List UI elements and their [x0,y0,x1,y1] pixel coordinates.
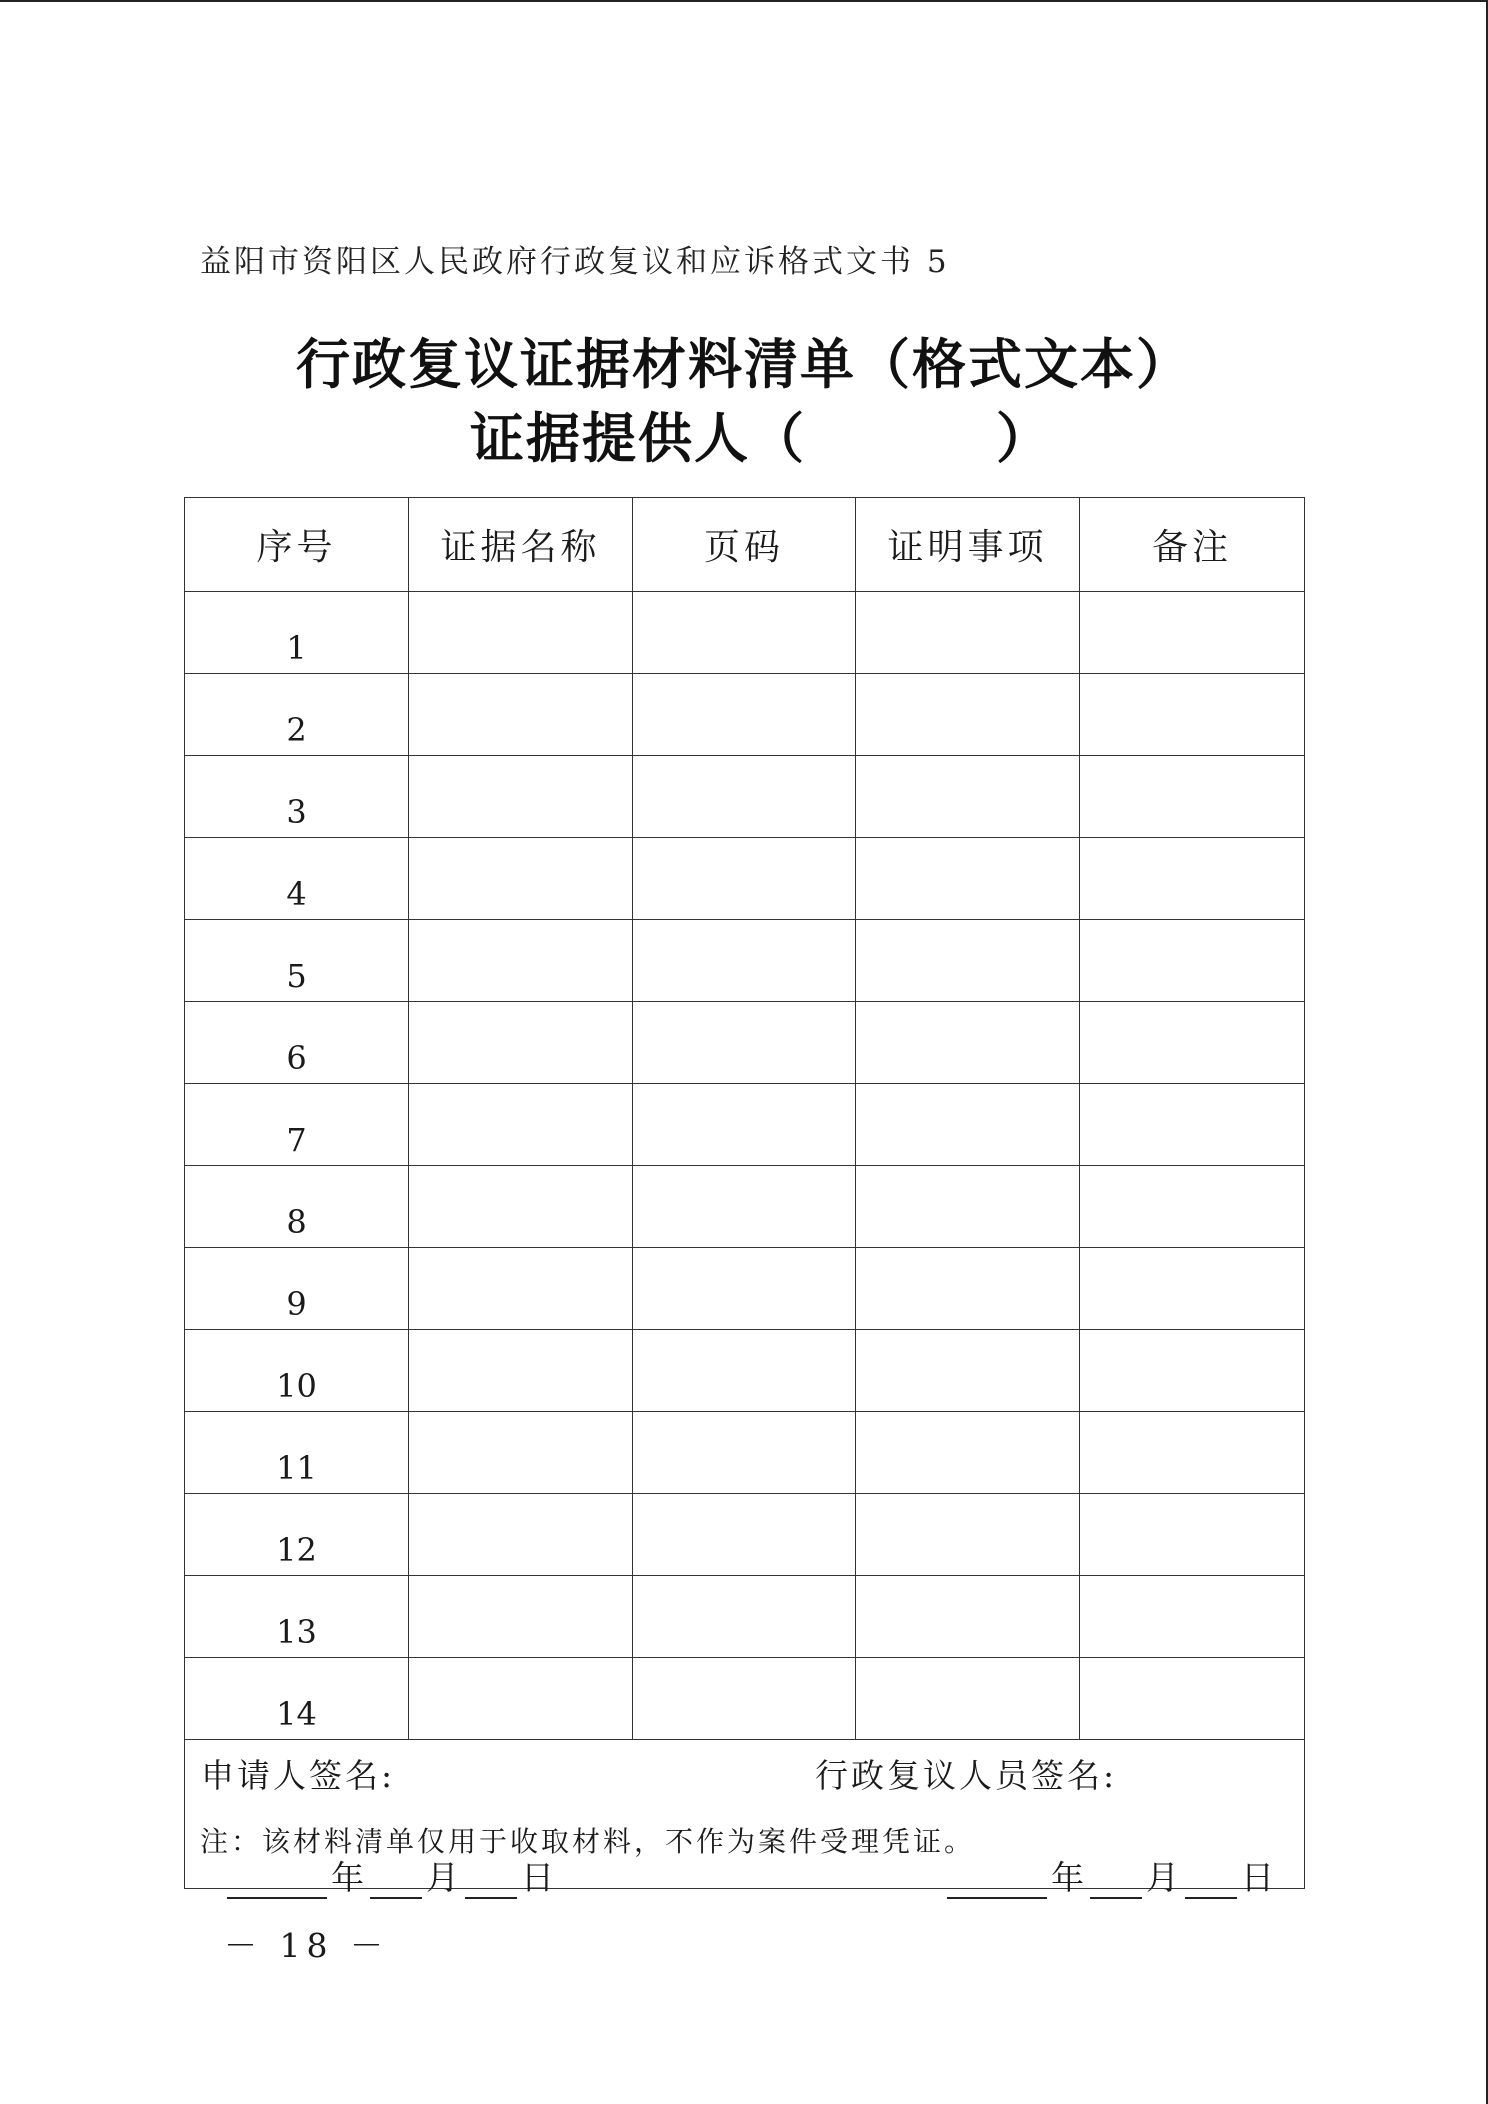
row-seq-number: 10 [185,1330,409,1412]
proof-item-cell[interactable] [856,1002,1080,1084]
evidence-name-cell[interactable] [409,674,633,756]
table-row [185,1084,1305,1166]
year-blank[interactable] [947,1867,1047,1899]
page-border-top [0,0,1488,2]
page-cell[interactable] [633,1166,856,1248]
page-cell[interactable] [633,592,856,674]
day-blank[interactable] [1185,1867,1237,1899]
table-row [185,756,1305,838]
remarks-cell[interactable] [1080,1330,1305,1412]
evidence-provider-label: 证据提供人（ [470,406,806,470]
evidence-name-cell[interactable] [409,1494,633,1576]
table-row [185,1330,1305,1412]
page-cell[interactable] [633,1330,856,1412]
table-row [185,1002,1305,1084]
page-cell[interactable] [633,756,856,838]
header-seq: 序号 [185,498,409,592]
year-blank[interactable] [227,1867,327,1899]
header-proof-item: 证明事项 [856,498,1080,592]
proof-item-cell[interactable] [856,838,1080,920]
footnote: 注：该材料清单仅用于收取材料，不作为案件受理凭证。 [200,1825,976,1858]
evidence-name-cell[interactable] [409,1166,633,1248]
table-row [185,1576,1305,1658]
proof-item-cell[interactable] [856,1248,1080,1330]
remarks-cell[interactable] [1080,1002,1305,1084]
evidence-provider-close-paren: ） [996,406,1052,470]
table-row [185,674,1305,756]
evidence-name-cell[interactable] [409,592,633,674]
row-seq-number: 6 [185,1002,409,1084]
proof-item-cell[interactable] [856,592,1080,674]
remarks-cell[interactable] [1080,1494,1305,1576]
remarks-cell[interactable] [1080,1576,1305,1658]
evidence-name-cell[interactable] [409,1248,633,1330]
page-cell[interactable] [633,1002,856,1084]
evidence-name-cell[interactable] [409,838,633,920]
remarks-cell[interactable] [1080,1248,1305,1330]
page-cell[interactable] [633,1494,856,1576]
row-seq-number: 11 [185,1412,409,1494]
page-cell[interactable] [633,1576,856,1658]
header-page: 页码 [633,498,856,592]
evidence-name-cell[interactable] [409,1330,633,1412]
page-cell[interactable] [633,674,856,756]
day-blank[interactable] [465,1867,517,1899]
document-label: 益阳市资阳区人民政府行政复议和应诉格式文书 5 [200,244,950,280]
row-seq-number: 9 [185,1248,409,1330]
proof-item-cell[interactable] [856,1166,1080,1248]
table-row [185,592,1305,674]
row-seq-number: 14 [185,1658,409,1740]
table-header-row [185,498,1305,592]
evidence-name-cell[interactable] [409,1084,633,1166]
remarks-cell[interactable] [1080,1084,1305,1166]
evidence-provider-line [470,396,1052,473]
proof-item-cell[interactable] [856,1576,1080,1658]
row-seq-number: 7 [185,1084,409,1166]
remarks-cell[interactable] [1080,1166,1305,1248]
proof-item-cell[interactable] [856,674,1080,756]
proof-item-cell[interactable] [856,756,1080,838]
remarks-cell[interactable] [1080,838,1305,920]
row-seq-number: 8 [185,1166,409,1248]
remarks-cell[interactable] [1080,756,1305,838]
signature-cell [185,1740,1305,1897]
table-row [185,1494,1305,1576]
row-seq-number: 4 [185,838,409,920]
evidence-name-cell[interactable] [409,756,633,838]
proof-item-cell[interactable] [856,1084,1080,1166]
row-seq-number: 12 [185,1494,409,1576]
evidence-name-cell[interactable] [409,1002,633,1084]
evidence-name-cell[interactable] [409,1658,633,1740]
row-seq-number: 13 [185,1576,409,1658]
row-seq-number: 2 [185,674,409,756]
page-cell[interactable] [633,1412,856,1494]
page-cell[interactable] [633,1084,856,1166]
row-seq-number: 5 [185,920,409,1002]
table-body [185,592,1305,1740]
signature-row [185,1740,1305,1889]
proof-item-cell[interactable] [856,1658,1080,1740]
remarks-cell[interactable] [1080,920,1305,1002]
page-cell[interactable] [633,920,856,1002]
evidence-name-cell[interactable] [409,920,633,1002]
page-cell[interactable] [633,838,856,920]
table-row [185,920,1305,1002]
page-cell[interactable] [633,1658,856,1740]
month-blank[interactable] [1090,1867,1142,1899]
evidence-table [184,497,1305,1897]
page-number: － 18 － [224,1926,389,1965]
applicant-signature-label: 申请人签名: [201,1756,396,1795]
evidence-name-cell[interactable] [409,1412,633,1494]
remarks-cell[interactable] [1080,1658,1305,1740]
header-remarks: 备注 [1080,498,1305,592]
proof-item-cell[interactable] [856,1494,1080,1576]
table-row [185,1166,1305,1248]
table-row [185,1248,1305,1330]
remarks-cell[interactable] [1080,1412,1305,1494]
table-row [185,1658,1305,1740]
proof-item-cell[interactable] [856,920,1080,1002]
table-row [185,838,1305,920]
month-blank[interactable] [370,1867,422,1899]
row-seq-number: 3 [185,756,409,838]
page-cell[interactable] [633,1248,856,1330]
proof-item-cell[interactable] [856,1330,1080,1412]
proof-item-cell[interactable] [856,1412,1080,1494]
staff-signature-label: 行政复议人员签名: [815,1756,1118,1795]
staff-date: 年 月 日 [947,1852,1280,1899]
applicant-date: 年 月 日 [227,1852,560,1899]
remarks-cell[interactable] [1080,674,1305,756]
remarks-cell[interactable] [1080,592,1305,674]
header-evidence-name: 证据名称 [409,498,633,592]
evidence-name-cell[interactable] [409,1576,633,1658]
document-title: 行政复议证据材料清单（格式文本） [296,332,1192,396]
table-row [185,1412,1305,1494]
row-seq-number: 1 [185,592,409,674]
